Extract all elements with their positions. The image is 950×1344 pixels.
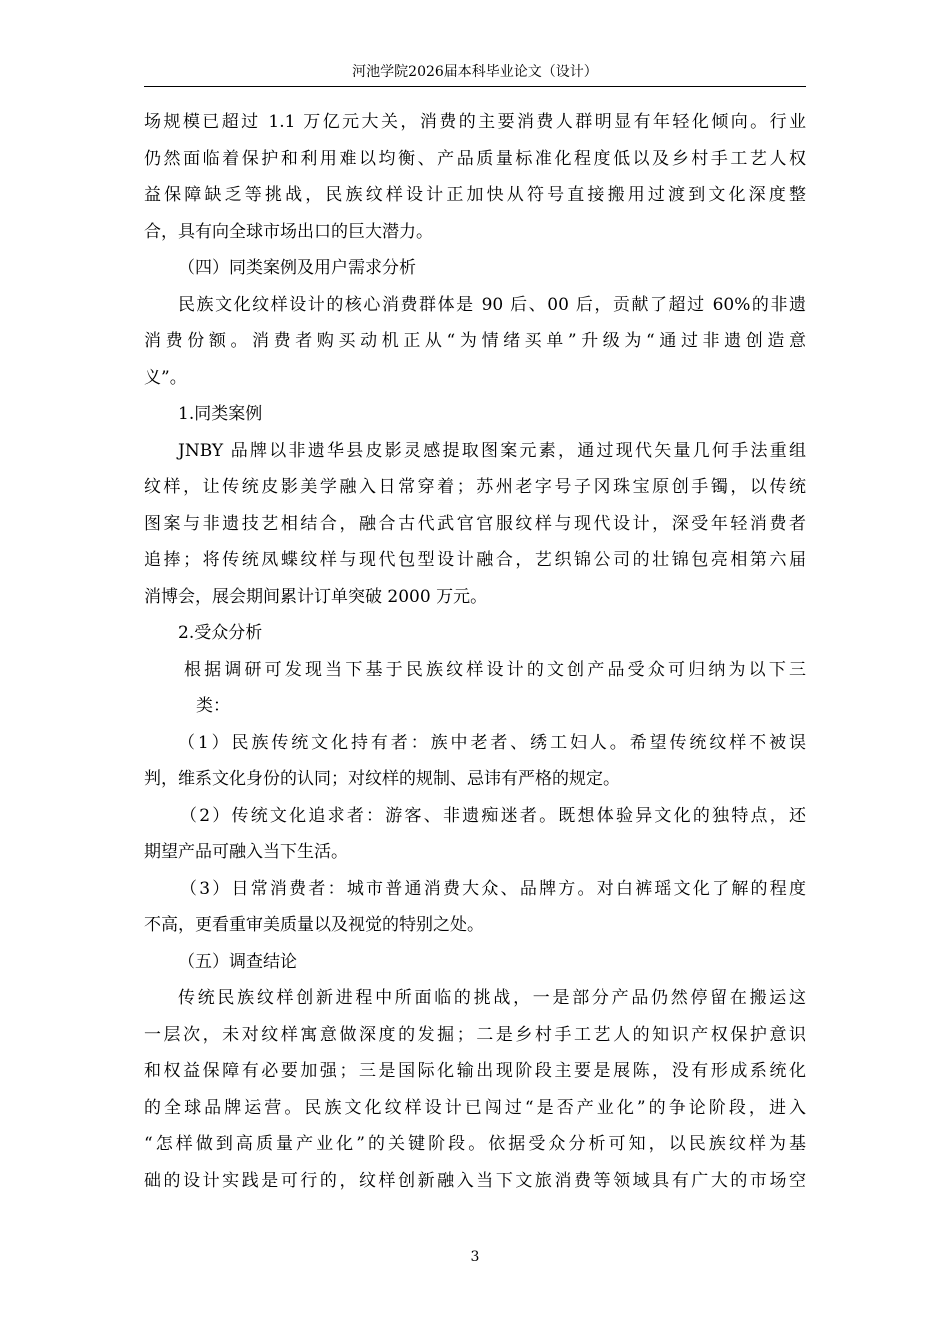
text-line: （2）传统文化追求者：游客、非遗痴迷者。既想体验异文化的独特点，还 (180, 805, 806, 826)
text-line: 纹样，让传统皮影美学融入日常穿着；苏州老字号子冈珠宝原创手镯，以传统 (144, 477, 806, 497)
text-line: 追捧；将传统凤蝶纹样与现代包型设计融合，艺织锦公司的壮锦包亮相第六届 (144, 550, 806, 570)
section-heading: （四）同类案例及用户需求分析 (178, 258, 416, 278)
text-line: 础的设计实践是可行的，纹样创新融入当下文旅消费等领域具有广大的市场空 (144, 1170, 806, 1191)
text-line: 判，维系文化身份的认同；对纹样的规制、忌讳有严格的规定。 (144, 769, 620, 789)
text-line: 消博会，展会期间累计订单突破 2000 万元。 (144, 586, 488, 607)
text-line: （1）民族传统文化持有者：族中老者、绣工妇人。希望传统纹样不被误 (178, 732, 806, 753)
section-heading: （五）调查结论 (178, 951, 297, 972)
text-line: 仍然面临着保护和利用难以均衡、产品质量标准化程度低以及乡村手工艺人权 (144, 148, 806, 169)
text-line: 和权益保障有必要加强；三是国际化输出现阶段主要是展陈，没有形成系统化 (144, 1061, 806, 1081)
text-line: 一层次，未对纹样寓意做深度的发掘；二是乡村手工艺人的知识产权保护意识 (144, 1024, 806, 1045)
text-line: （3）日常消费者：城市普通消费大众、品牌方。对白裤瑶文化了解的程度 (180, 878, 806, 899)
text-line: 场规模已超过 1.1 万亿元大关，消费的主要消费人群明显有年轻化倾向。行业 (144, 112, 806, 132)
text-line: 图案与非遗技艺相结合，融合古代武官官服纹样与现代设计，深受年轻消费者 (144, 513, 806, 534)
page-header-title: 河池学院2026届本科毕业论文（设计） (352, 64, 598, 80)
text-line: 根据调研可发现当下基于民族纹样设计的文创产品受众可归纳为以下三 (184, 659, 806, 680)
text-line: 不高，更看重审美质量以及视觉的特别之处。 (144, 915, 484, 935)
text-line: “怎样做到高质量产业化”的关键阶段。依据受众分析可知，以民族纹样为基 (144, 1134, 806, 1154)
text-line: 消费份额。消费者购买动机正从“为情绪买单”升级为“通过非遗创造意 (144, 331, 806, 351)
text-line: 义”。 (144, 367, 187, 388)
text-line: 传统民族纹样创新进程中所面临的挑战，一是部分产品仍然停留在搬运这 (178, 988, 806, 1008)
subsection-heading: 2.受众分析 (178, 623, 263, 643)
text-line: 期望产品可融入当下生活。 (144, 842, 348, 862)
text-line: 合，具有向全球市场出口的巨大潜力。 (144, 221, 433, 242)
text-line: JNBY 品牌以非遗华县皮影灵感提取图案元素，通过现代矢量几何手法重组 (178, 440, 806, 461)
text-line: 民族文化纹样设计的核心消费群体是 90 后、00 后，贡献了超过 60%的非遗 (178, 294, 806, 315)
text-line: 类： (196, 696, 230, 716)
page-number: 3 (470, 1249, 480, 1265)
subsection-heading: 1.同类案例 (178, 404, 263, 424)
header-divider (144, 86, 806, 87)
text-line: 益保障缺乏等挑战，民族纹样设计正加快从符号直接搬用过渡到文化深度整 (144, 185, 806, 205)
text-line: 的全球品牌运营。民族文化纹样设计已闯过“是否产业化”的争论阶段，进入 (144, 1097, 806, 1118)
